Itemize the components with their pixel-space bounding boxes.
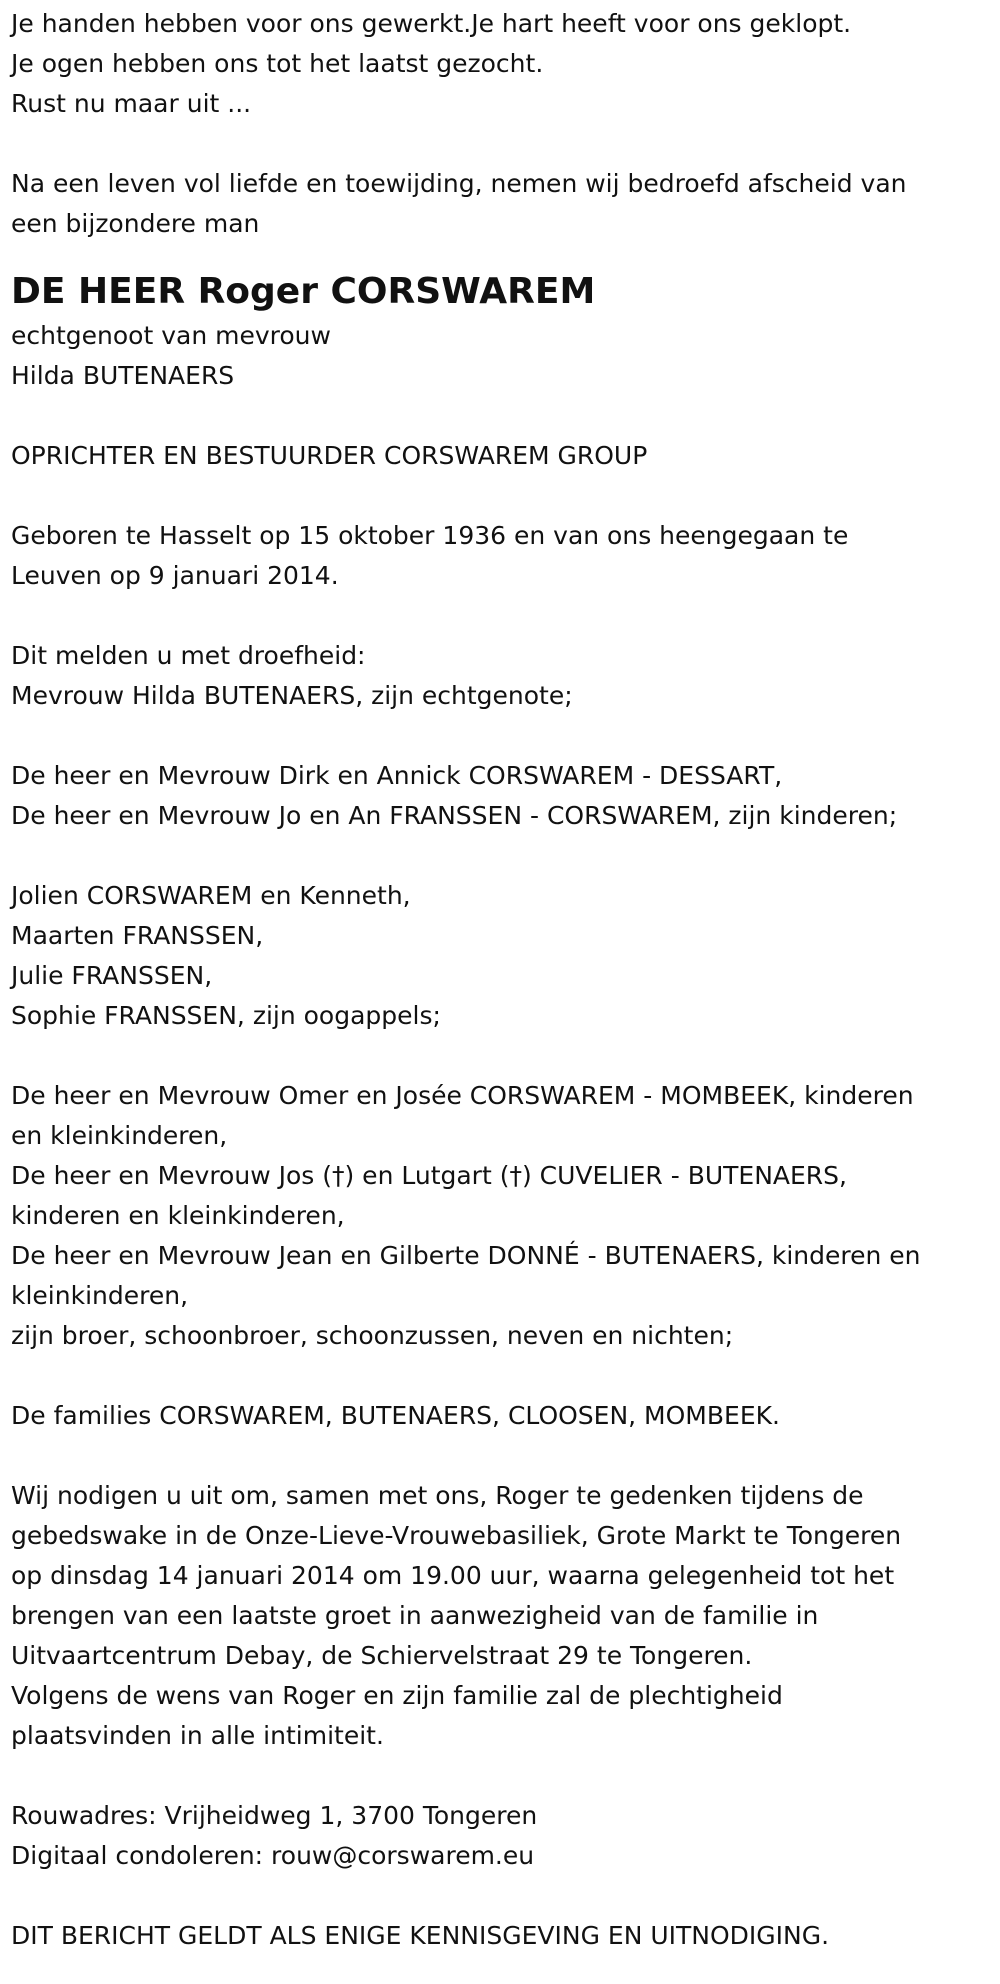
birth-death-line: Leuven op 9 januari 2014. [11, 561, 339, 590]
birth-death-line: Geboren te Hasselt op 15 oktober 1936 en van ons heengegaan te [11, 521, 849, 550]
invitation-line: op dinsdag 14 januari 2014 om 19.00 uur, waarna gelegenheid tot het [11, 1561, 895, 1590]
invitation-line: Wij nodigen u uit om, samen met ons, Roger te gedenken tijdens de [11, 1481, 864, 1510]
sibling-line: De heer en Mevrouw Jean en Gilberte DONNÉ - BUTENAERS, kinderen en [11, 1241, 921, 1270]
spacer [11, 1436, 1000, 1476]
sibling-line: zijn broer, schoonbroer, schoonzussen, neven en nichten; [11, 1321, 734, 1350]
poem-line: Rust nu maar uit ... [11, 89, 252, 118]
spacer [11, 476, 1000, 516]
deceased-name: DE HEER Roger CORSWAREM [11, 271, 596, 312]
invitation-line: Volgens de wens van Roger en zijn familie zal de plechtigheid [11, 1681, 783, 1710]
birth-death [11, 516, 1000, 596]
grandchild-line: Jolien CORSWAREM en Kenneth, [11, 881, 411, 910]
poem [11, 4, 1000, 124]
sibling-line: kleinkinderen, [11, 1281, 189, 1310]
spacer [11, 596, 1000, 636]
spacer [11, 1756, 1000, 1796]
spacer [11, 1356, 1000, 1396]
grandchild-line: Julie FRANSSEN, [11, 961, 213, 990]
spacer [11, 124, 1000, 164]
intro-line: een bijzondere man [11, 209, 260, 238]
spouse [11, 316, 1000, 396]
announcers [11, 636, 1000, 716]
mourning-address: Rouwadres: Vrijheidweg 1, 3700 Tongeren [11, 1801, 538, 1830]
spacer [11, 716, 1000, 756]
closing-line: DIT BERICHT GELDT ALS ENIGE KENNISGEVING EN UITNODIGING. [11, 1921, 830, 1950]
contact [11, 1796, 1000, 1876]
poem-line: Je handen hebben voor ons gewerkt.Je hart heeft voor ons geklopt. [11, 9, 852, 38]
announcer-line: Dit melden u met droefheid: [11, 641, 366, 670]
grandchild-line: Maarten FRANSSEN, [11, 921, 264, 950]
intro-line: Na een leven vol liefde en toewijding, nemen wij bedroefd afscheid van [11, 169, 907, 198]
function-line: OPRICHTER EN BESTUURDER CORSWAREM GROUP [11, 441, 648, 470]
families-line: De families CORSWAREM, BUTENAERS, CLOOSEN, MOMBEEK. [11, 1401, 780, 1430]
spacer [11, 836, 1000, 876]
condolence-email: Digitaal condoleren: rouw@corswarem.eu [11, 1841, 535, 1870]
sibling-line: De heer en Mevrouw Omer en Josée CORSWAREM - MOMBEEK, kinderen [11, 1081, 914, 1110]
invitation-line: Uitvaartcentrum Debay, de Schiervelstraat 29 te Tongeren. [11, 1641, 753, 1670]
sibling-line: De heer en Mevrouw Jos (†) en Lutgart (†) CUVELIER - BUTENAERS, [11, 1161, 847, 1190]
sibling-line: kinderen en kleinkinderen, [11, 1201, 345, 1230]
invitation-line: gebedswake in de Onze-Lieve-Vrouwebasiliek, Grote Markt te Tongeren [11, 1521, 902, 1550]
grandchild-line: Sophie FRANSSEN, zijn oogappels; [11, 1001, 441, 1030]
children [11, 756, 1000, 836]
spacer [11, 1036, 1000, 1076]
spacer [11, 1876, 1000, 1916]
invitation-line: plaatsvinden in alle intimiteit. [11, 1721, 384, 1750]
spouse-line: echtgenoot van mevrouw [11, 321, 331, 350]
spacer [11, 396, 1000, 436]
sibling-line: en kleinkinderen, [11, 1121, 228, 1150]
invitation-line: brengen van een laatste groet in aanwezigheid van de familie in [11, 1601, 819, 1630]
children-line: De heer en Mevrouw Jo en An FRANSSEN - CORSWAREM, zijn kinderen; [11, 801, 898, 830]
grandchildren [11, 876, 1000, 1036]
poem-line: Je ogen hebben ons tot het laatst gezocht. [11, 49, 544, 78]
children-line: De heer en Mevrouw Dirk en Annick CORSWAREM - DESSART, [11, 761, 783, 790]
intro [11, 164, 1000, 244]
invitation [11, 1476, 1000, 1756]
siblings [11, 1076, 1000, 1356]
announcer-line: Mevrouw Hilda BUTENAERS, zijn echtgenote; [11, 681, 573, 710]
spouse-line: Hilda BUTENAERS [11, 361, 235, 390]
